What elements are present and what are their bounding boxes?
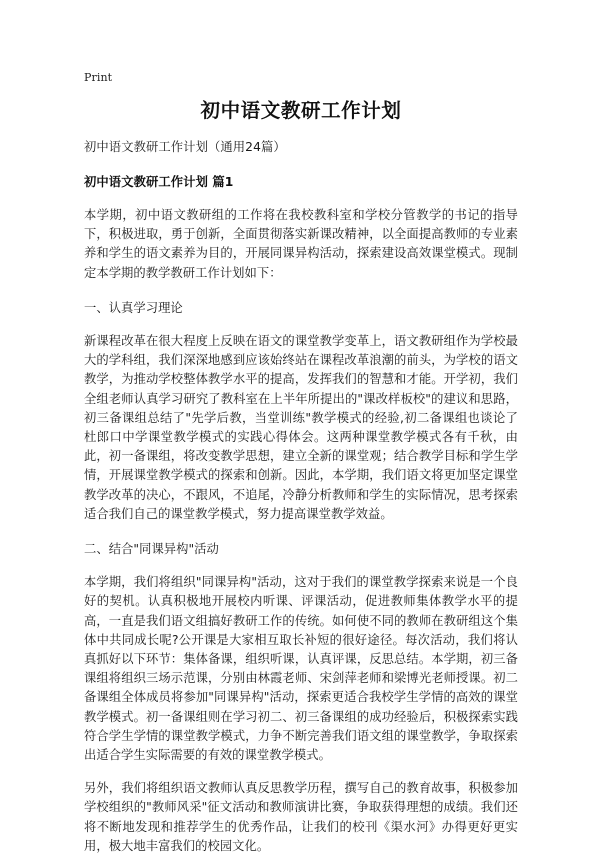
section-subheading-two: 二、结合"同课异构"活动 xyxy=(84,542,219,557)
body-paragraph: 新课程改革在很大程度上反映在语文的课堂教学变革上，语文教研组作为学校最大的学科组，我们深深地感到应该始终站在课程改革浪潮的前头，为学校的语文教学，为推动学校整体教学水平的提高，发挥我们的智慧和才能。开学初，我们全组老师认真学习研究了教科室在上半年所提出的"课改样板校"的建议和思路，初三备课组总结了"先学后教，当堂训练"教学模式的经验,初二备课组也谈论了杜郎口中学课堂教学模式的实践心得体会。这两种课堂教学模式各有千秋，由此，初一备课组，将改变教学思想，建立全新的课堂观；结合教学目标和学生学情，开展课堂教学模式的探索和创新。因此，本学期，我们语文将更加坚定课堂教学改革的决心，不跟风，不追尾，冷静分析教师和学生的实际情况，思考探索适合我们自己的课堂教学模式，努力提高课堂教学效益。 xyxy=(84,334,518,521)
body-paragraph: 本学期，我们将组织"同课异构"活动，这对于我们的课堂教学探索来说是一个良好的契机。认真积极地开展校内听课、评课活动，促进教师集体教学水平的提高，一直是我们语文组搞好教研工作的传统。如何使不同的教师在教研组这个集体中共同成长呢?公开课是大家相互取长补短的很好途径。每次活动，我们将认真抓好以下环节：集体备课，组织听课，认真评课，反思总结。本学期，初三备课组将组织三场示范课，分别由林霞老师、宋剑萍老师和梁博光老师授课。初二备课组全体成员将参加"同课异构"活动，探索更适合我校学生学情的高效的课堂教学模式。初一备课组则在学习初二、初三备课组的成功经验后，积极探索实践符合学生学情的课堂教学模式，力争不断完善我们语文组的课堂教学，争取探索出适合学生实际需要的有效的课堂教学模式。 xyxy=(84,575,518,763)
print-label[interactable]: Print xyxy=(84,71,113,84)
document-subtitle: 初中语文教研工作计划（通用24篇） xyxy=(84,140,286,154)
page-title: 初中语文教研工作计划 xyxy=(200,99,402,122)
body-paragraph: 本学期，初中语文教研组的工作将在我校教科室和学校分管教学的书记的指导下，积极进取，勇于创新，全面贯彻落实新课改精神，以全面提高教师的专业素养和学生的语文素养为目的，开展同课异构活动，探索建设高效课堂模式。现制定本学期的教学教研工作计划如下： xyxy=(84,208,518,280)
article-heading: 初中语文教研工作计划 篇1 xyxy=(84,175,234,189)
section-subheading-one: 一、认真学习理论 xyxy=(84,300,183,315)
body-paragraph: 另外，我们将组织语文教师认真反思教学历程，撰写自己的教育故事，积极参加学校组织的"教师风采"征文活动和教师演讲比赛，争取获得理想的成绩。我们还将不断地发现和推荐学生的优秀作品，让我们的校刊《渠水河》办得更好更实用，极大地丰富我们的校园文化。 xyxy=(84,781,518,853)
document-content xyxy=(84,96,518,856)
